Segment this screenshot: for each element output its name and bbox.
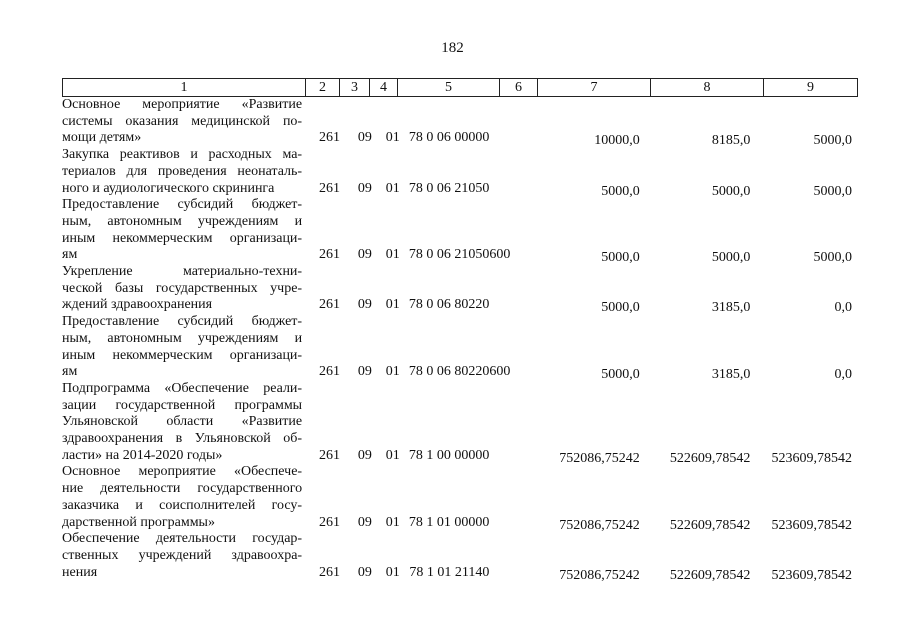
cell-value: 0,0 <box>834 367 852 383</box>
cell-value: 01 <box>385 447 400 463</box>
cell-col-5 <box>400 247 490 264</box>
cell-col-8 <box>640 565 751 582</box>
description-line: ным, автономным учреждениям и <box>62 213 303 229</box>
cell-value: 5000,0 <box>813 133 852 149</box>
cell-value: 09 <box>357 364 372 380</box>
cell-value: 09 <box>357 297 372 313</box>
description-line: Обеспечение деятельности государ- <box>62 531 303 547</box>
cell-col-3 <box>340 448 372 465</box>
cell-col-3 <box>340 181 372 198</box>
description-line: зации государственной программы <box>62 397 303 413</box>
table-row <box>62 264 852 314</box>
cell-col-4 <box>372 448 400 465</box>
cell-value: 10000,0 <box>594 133 640 149</box>
header-col-1: 1 <box>63 79 306 96</box>
cell-col-8 <box>640 448 751 465</box>
cell-col-8 <box>640 364 751 381</box>
cell-value: 522609,78542 <box>669 517 751 533</box>
header-col-9: 9 <box>807 80 814 95</box>
description-line: системы оказания медицинской по- <box>62 113 303 129</box>
description-line: иным некоммерческим организаци- <box>62 347 303 363</box>
cell-col-3 <box>340 297 372 314</box>
table-row <box>62 97 852 147</box>
cell-value: 09 <box>357 247 372 263</box>
cell-col-6 <box>489 364 529 381</box>
description-line: Закупка реактивов и расходных ма- <box>62 147 303 163</box>
description-line: ласти» на 2014-2020 годы» <box>62 447 223 463</box>
cell-value: 78 0 06 00000 <box>408 130 490 146</box>
cell-col-8 <box>640 515 751 532</box>
header-col-5: 5 <box>398 79 500 96</box>
header-col-7: 7 <box>538 79 651 96</box>
cell-value: 261 <box>318 364 340 380</box>
cell-col-5 <box>400 297 490 314</box>
cell-value: 01 <box>385 514 400 530</box>
cell-col-5 <box>400 565 490 582</box>
cell-col-9 <box>750 247 852 264</box>
description-line: Подпрограмма «Обеспечение реали- <box>62 380 303 396</box>
cell-value: 78 0 06 80220 <box>408 364 490 380</box>
cell-col-2 <box>302 297 340 314</box>
table-row <box>62 314 852 381</box>
table-row <box>62 531 852 581</box>
cell-value: 522609,78542 <box>669 450 751 466</box>
header-col-3: 3 <box>340 79 370 96</box>
description-line: ного и аудиологического скрининга <box>62 180 275 196</box>
cell-value: 752086,75242 <box>559 567 640 583</box>
cell-value: 261 <box>318 247 340 263</box>
cell-value: 78 1 01 21140 <box>409 564 490 580</box>
description-line: Предоставление субсидий бюджет- <box>62 314 303 330</box>
cell-value: 5000,0 <box>601 367 640 383</box>
cell-col-7 <box>529 130 640 147</box>
cell-col-4 <box>372 297 400 314</box>
cell-value: 09 <box>357 514 372 530</box>
header-col-2: 2 <box>306 79 340 96</box>
table-row <box>62 464 852 531</box>
description-line: здравоохранения в Ульяновской об- <box>62 431 303 447</box>
cell-col-3 <box>340 515 372 532</box>
cell-col-4 <box>372 515 400 532</box>
description-line: Укрепление материально-техни- <box>62 264 303 280</box>
cell-value: 5000,0 <box>601 183 640 199</box>
header-col-4: 4 <box>370 79 398 96</box>
cell-value: 01 <box>385 364 400 380</box>
cell-col-7 <box>529 515 640 532</box>
cell-value: 752086,75242 <box>559 517 640 533</box>
cell-value: 523609,78542 <box>771 450 852 466</box>
cell-value: 78 1 01 00000 <box>408 514 490 530</box>
cell-value: 523609,78542 <box>771 567 852 583</box>
cell-col-2 <box>302 515 340 532</box>
cell-value: 78 0 06 21050 <box>408 180 490 196</box>
cell-value: 261 <box>318 447 340 463</box>
row-description <box>62 197 302 264</box>
cell-value: 5000,0 <box>601 250 640 266</box>
cell-col-4 <box>372 565 400 582</box>
cell-value: 01 <box>385 564 400 580</box>
description-line: ям <box>62 247 78 263</box>
cell-col-9 <box>750 364 852 381</box>
page-number: 182 <box>441 40 464 56</box>
header-col-6: 6 <box>500 79 538 96</box>
cell-value: 8185,0 <box>711 133 751 149</box>
cell-value: 09 <box>357 564 372 580</box>
cell-col-9 <box>750 448 852 465</box>
cell-col-7 <box>529 364 640 381</box>
cell-col-7 <box>529 297 640 314</box>
cell-col-2 <box>302 448 340 465</box>
cell-col-7 <box>529 247 640 264</box>
table-body <box>62 97 852 581</box>
description-line: ческой базы государственных учре- <box>62 280 303 296</box>
cell-value: 78 1 00 00000 <box>408 447 490 463</box>
cell-col-8 <box>640 181 751 198</box>
cell-col-8 <box>640 297 751 314</box>
cell-value: 5000,0 <box>711 250 751 266</box>
cell-value: 09 <box>357 130 372 146</box>
cell-col-9 <box>750 565 852 582</box>
cell-col-4 <box>372 247 400 264</box>
cell-col-9 <box>750 515 852 532</box>
cell-col-3 <box>340 247 372 264</box>
cell-col-8 <box>640 247 751 264</box>
description-line: мощи детям» <box>62 130 142 146</box>
row-description <box>62 97 302 147</box>
cell-value: 261 <box>318 564 340 580</box>
cell-value: 522609,78542 <box>669 567 751 583</box>
cell-col-5 <box>400 515 490 532</box>
cell-value: 01 <box>385 297 400 313</box>
header-col-8: 8 <box>651 79 764 96</box>
cell-col-9 <box>750 297 852 314</box>
cell-col-3 <box>340 565 372 582</box>
cell-col-4 <box>372 364 400 381</box>
cell-col-5 <box>400 448 490 465</box>
cell-value: 261 <box>318 130 340 146</box>
table-row <box>62 147 852 197</box>
cell-value: 261 <box>318 514 340 530</box>
cell-value: 5000,0 <box>813 250 852 266</box>
cell-col-7 <box>529 181 640 198</box>
description-line: ние деятельности государственного <box>62 481 303 497</box>
cell-value: 752086,75242 <box>559 450 640 466</box>
table-row <box>62 381 852 465</box>
table-row <box>62 197 852 264</box>
cell-col-3 <box>340 364 372 381</box>
cell-col-2 <box>302 565 340 582</box>
description-line: ственных учреждений здравоохра- <box>62 547 303 563</box>
row-description <box>62 464 302 531</box>
description-line: Ульяновской области «Развитие <box>62 414 303 430</box>
cell-col-2 <box>302 364 340 381</box>
cell-col-4 <box>372 130 400 147</box>
cell-value: 78 0 06 80220 <box>408 297 490 313</box>
cell-value: 5000,0 <box>813 183 852 199</box>
cell-col-9 <box>750 181 852 198</box>
row-description <box>62 264 302 314</box>
cell-col-4 <box>372 181 400 198</box>
cell-col-5 <box>400 364 490 381</box>
cell-col-2 <box>302 130 340 147</box>
cell-col-6 <box>489 247 529 264</box>
cell-col-7 <box>529 565 640 582</box>
cell-value: 09 <box>357 180 372 196</box>
description-line: Предоставление субсидий бюджет- <box>62 197 303 213</box>
row-description <box>62 147 302 197</box>
cell-value: 01 <box>385 180 400 196</box>
cell-value: 01 <box>385 130 400 146</box>
description-line: териалов для проведения неонаталь- <box>62 163 303 179</box>
cell-value: 5000,0 <box>711 183 751 199</box>
cell-col-5 <box>400 130 490 147</box>
description-line: иным некоммерческим организаци- <box>62 230 303 246</box>
row-description <box>62 314 302 381</box>
cell-col-2 <box>302 247 340 264</box>
cell-value: 78 0 06 21050 <box>408 247 490 263</box>
description-line: дарственной программы» <box>62 514 215 530</box>
row-description <box>62 381 302 465</box>
description-line: ждений здравоохранения <box>62 297 213 313</box>
cell-value: 5000,0 <box>601 300 640 316</box>
cell-value: 01 <box>385 247 400 263</box>
cell-value: 3185,0 <box>711 367 751 383</box>
cell-col-3 <box>340 130 372 147</box>
table-header <box>62 78 858 97</box>
cell-value: 600 <box>489 364 511 380</box>
description-line: ным, автономным учреждениям и <box>62 330 303 346</box>
cell-value: 261 <box>318 297 340 313</box>
row-description <box>62 531 302 581</box>
cell-col-9 <box>750 130 852 147</box>
cell-value: 600 <box>489 247 511 263</box>
cell-col-5 <box>400 181 490 198</box>
cell-value: 09 <box>357 447 372 463</box>
cell-value: 523609,78542 <box>771 517 852 533</box>
cell-value: 3185,0 <box>711 300 751 316</box>
description-line: Основное мероприятие «Развитие <box>62 97 303 112</box>
description-line: заказчика и соисполнителей госу- <box>62 497 303 513</box>
description-line: нения <box>62 564 98 580</box>
cell-value: 261 <box>318 180 340 196</box>
description-line: ям <box>62 364 78 380</box>
description-line: Основное мероприятие «Обеспече- <box>62 464 303 480</box>
cell-value: 0,0 <box>834 300 852 316</box>
cell-col-7 <box>529 448 640 465</box>
cell-col-8 <box>640 130 751 147</box>
cell-col-2 <box>302 181 340 198</box>
